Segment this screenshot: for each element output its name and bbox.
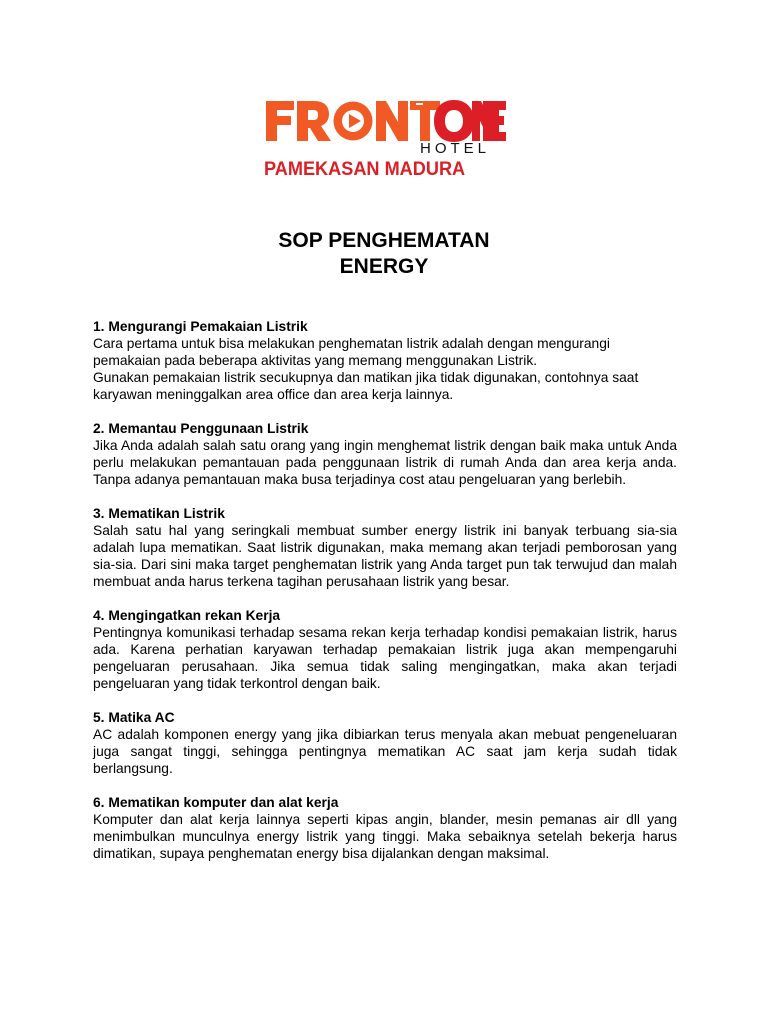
section-heading: 6. Mematikan komputer dan alat kerja	[93, 795, 339, 810]
section-heading: 4. Mengingatkan rekan Kerja	[93, 608, 281, 623]
section-paragraph: Gunakan pemakaian listrik secukupnya dan matikan jika tidak digunakan, contohnya saat karyawan meninggalkan area office dan area kerja lainnya.	[93, 370, 639, 402]
section-paragraph: Jika Anda adalah salah satu orang yang ingin menghemat listrik dengan baik maka untuk Anda perlu melakukan pemantauan pada penggunaan listrik di rumah Anda dan area kerja anda. Tanpa adanya pemantauan maka busa terjadinya cost atau pengeluaran yang berlebih.	[93, 438, 677, 487]
section-4	[93, 607, 677, 692]
section-paragraph: Komputer dan alat kerja lainnya seperti kipas angin, blander, mesin pemanas air dll yang menimbulkan munculnya energy listrik yang tinggi. Maka sebaiknya setelah bekerja harus dimatikan, supaya penghematan energy bisa dijalankan dengan maksimal.	[93, 812, 677, 861]
section-5	[93, 709, 677, 777]
title-line-2: ENERGY	[339, 255, 429, 278]
section-1	[93, 318, 677, 403]
frontone-wordmark	[264, 97, 506, 143]
section-heading: 3. Mematikan Listrik	[93, 506, 225, 521]
section-paragraph: AC adalah komponen energy yang jika dibiarkan terus menyala akan mebuat pengeneluaran juga sangat tinggi, sehingga pentingnya mematikan AC saat jam kerja sudah tidak berlangsung.	[93, 727, 677, 776]
section-3	[93, 505, 677, 590]
logo-city-text: PAMEKASAN MADURA	[264, 158, 466, 180]
title-line-1: SOP PENGHEMATAN	[278, 229, 490, 252]
section-heading: 2. Memantau Penggunaan Listrik	[93, 421, 309, 436]
section-6	[93, 794, 677, 862]
section-heading: 1. Mengurangi Pemakaian Listrik	[93, 319, 308, 334]
document-title	[0, 228, 768, 280]
section-paragraph: Salah satu hal yang seringkali membuat sumber energy listrik ini banyak terbuang sia-sia adalah lupa mematikan. Saat listrik digunakan, maka memang akan terjadi pemborosan yang sia-sia. Dari sini maka target penghematan listrik yang Anda target pun tak terwujud dan malah membuat anda harus terkena tagihan perusahaan listrik yang besar.	[93, 523, 677, 589]
logo-hotel-text: HOTEL	[420, 140, 491, 157]
section-heading: 5. Matika AC	[93, 710, 175, 725]
section-paragraph: Pentingnya komunikasi terhadap sesama rekan kerja terhadap kondisi pemakaian listrik, harus ada. Karena perhatian karyawan terhadap pemakaian listrik juga akan mempengaruhi pengeluaran perusahaan. Jika semua tidak saling mengingatkan, maka akan terjadi pengeluaran yang tidak terkontrol dengan baik.	[93, 625, 677, 691]
document-body	[93, 318, 677, 879]
section-paragraph: Cara pertama untuk bisa melakukan penghematan listrik adalah dengan mengurangi pemakaian pada beberapa aktivitas yang memang menggunakan Listrik.	[93, 336, 610, 368]
section-2	[93, 420, 677, 488]
